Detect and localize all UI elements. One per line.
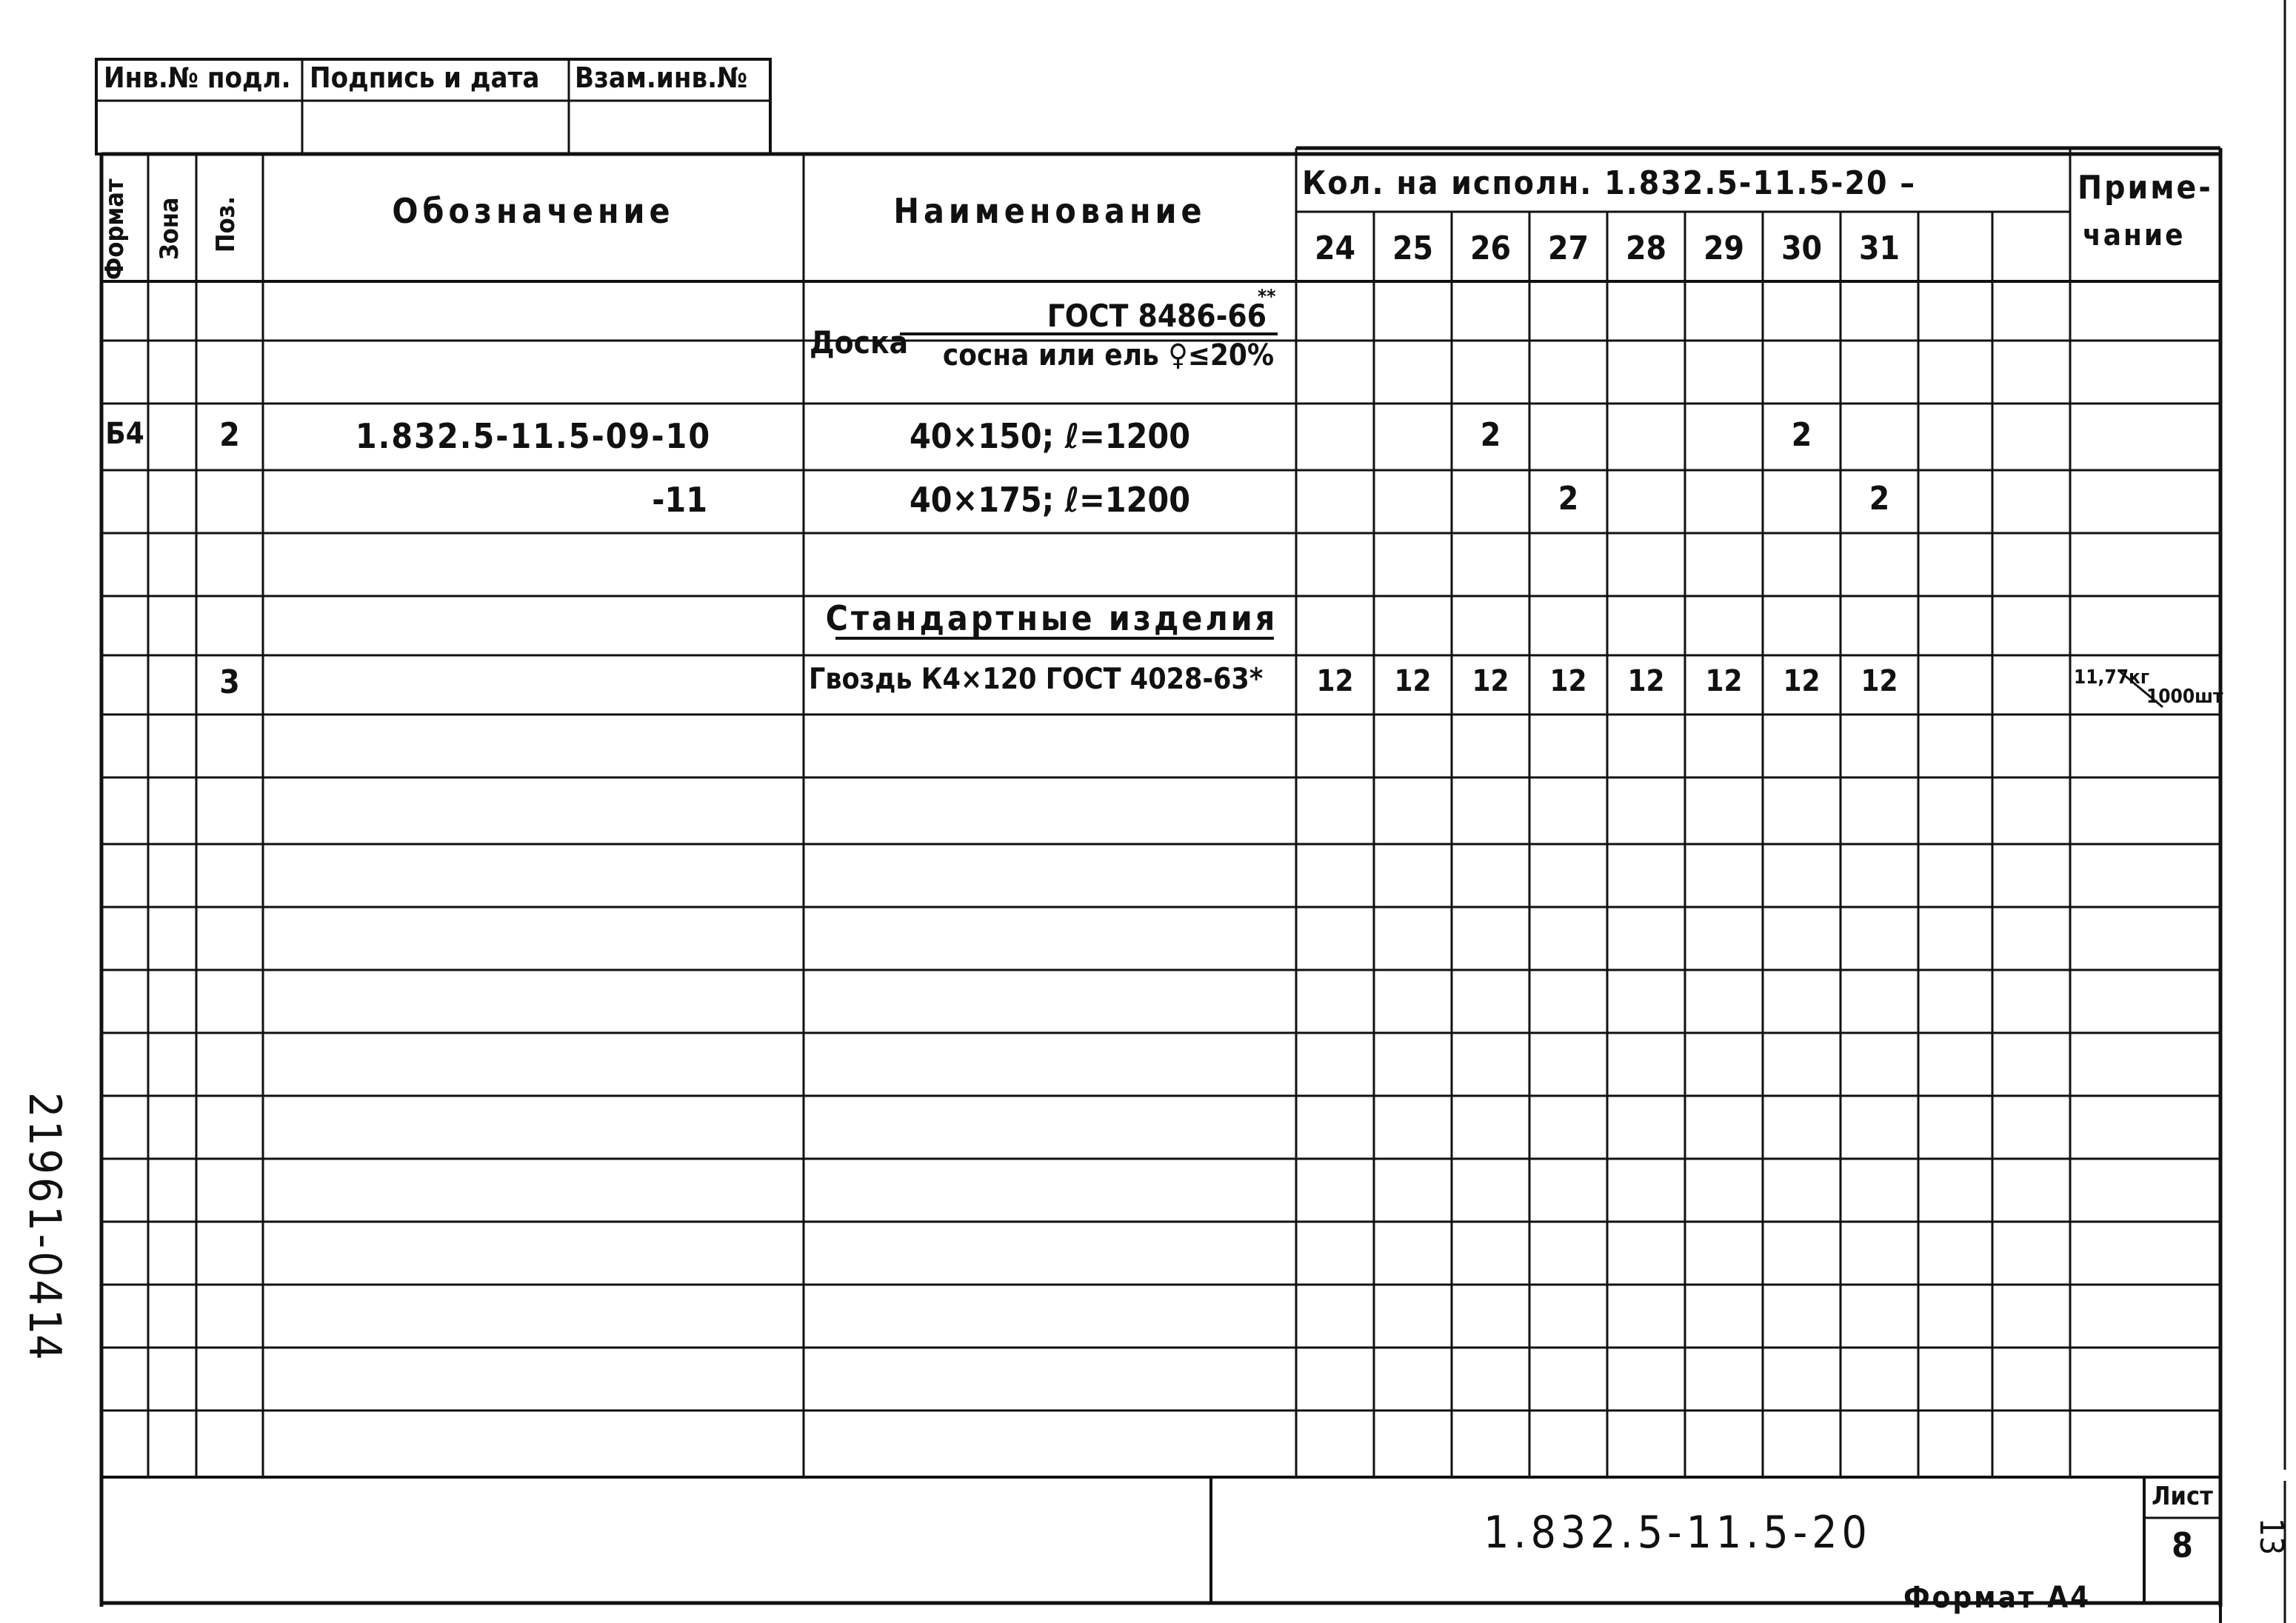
row3-qty-30: 12 — [1783, 664, 1821, 698]
section-standard-items: Стандартные изделия — [825, 598, 1278, 638]
side-page-number: 14 — [19, 1309, 70, 1360]
corner-mark: 13 — [2252, 1518, 2290, 1556]
row1-poz: 2 — [219, 416, 240, 454]
row3-qty-25: 12 — [1394, 664, 1432, 698]
variant-col-25: 25 — [1392, 230, 1434, 267]
header-primechanie-1: Приме- — [2078, 169, 2213, 207]
stamp-vzam-inv-label: Взам.инв.№ — [575, 61, 748, 94]
row2-oboznachenie: -11 — [652, 480, 707, 520]
row3-qty-26: 12 — [1472, 664, 1509, 698]
variant-col-30: 30 — [1781, 230, 1823, 267]
row1-oboznachenie: 1.832.5-11.5-09-10 — [355, 416, 712, 456]
stamp-podpis-data-label: Подпись и дата — [310, 61, 540, 94]
format-label: Формат А4 — [1903, 1581, 2092, 1615]
doska-gost: ГОСТ 8486-66 — [1047, 298, 1267, 334]
stamp-inv-podl-label: Инв.№ подл. — [104, 61, 291, 94]
row2-qty-27: 2 — [1558, 480, 1579, 518]
variant-col-24: 24 — [1314, 230, 1356, 267]
header-poz: Поз. — [211, 195, 241, 252]
header-naimenovanie: Наименование — [893, 191, 1207, 231]
doska-gost-mark: ** — [1258, 286, 1276, 308]
doska-material: сосна или ель ♀≤20% — [942, 338, 1274, 372]
row3-note-bottom: 1000шт — [2146, 686, 2223, 708]
variant-col-31: 31 — [1858, 230, 1900, 267]
variant-col-26: 26 — [1469, 230, 1512, 267]
header-format: Формат — [100, 178, 130, 280]
header-kol-label: Кол. на исполн. 1.832.5-11.5-20 – — [1302, 164, 1917, 202]
row3-poz: 3 — [219, 663, 240, 701]
variant-col-29: 29 — [1703, 230, 1745, 267]
row2-qty-31: 2 — [1869, 480, 1890, 518]
header-zona: Зона — [155, 197, 184, 260]
variant-col-28: 28 — [1625, 230, 1667, 267]
row3-naimenovanie: Гвоздь К4×120 ГОСТ 4028-63* — [809, 663, 1264, 696]
row1-format: Б4 — [105, 417, 144, 451]
side-document-number: 21961-04 — [19, 1092, 70, 1308]
row3-qty-24: 12 — [1316, 664, 1354, 698]
row3-qty-28: 12 — [1627, 664, 1665, 698]
header-oboznachenie: Обозначение — [392, 191, 675, 231]
row3-qty-29: 12 — [1705, 664, 1743, 698]
row1-naimenovanie: 40×150; ℓ=1200 — [910, 416, 1190, 456]
header-primechanie-2: чание — [2083, 218, 2186, 252]
row3-qty-31: 12 — [1861, 664, 1898, 698]
variant-col-27: 27 — [1547, 230, 1589, 267]
list-label: Лист — [2152, 1482, 2213, 1511]
row1-qty-26: 2 — [1480, 416, 1501, 454]
row2-naimenovanie: 40×175; ℓ=1200 — [910, 480, 1190, 520]
list-number: 8 — [2172, 1525, 2193, 1565]
row3-note-top: 11,77кг — [2074, 666, 2150, 689]
row1-qty-30: 2 — [1791, 416, 1812, 454]
row3-qty-27: 12 — [1549, 664, 1587, 698]
doska-label: Доска — [810, 324, 909, 361]
document-code: 1.832.5-11.5-20 — [1484, 1507, 1872, 1559]
